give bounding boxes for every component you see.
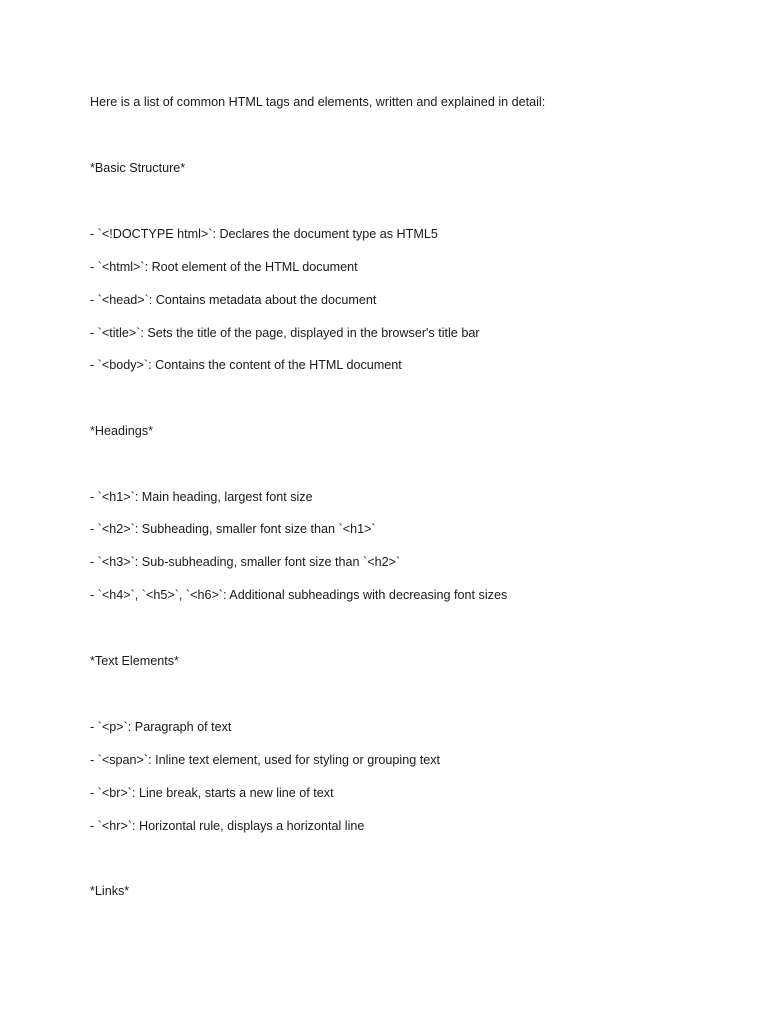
section-heading-basic-structure: *Basic Structure*: [90, 161, 186, 175]
list-item: - `<head>`: Contains metadata about the document: [90, 293, 377, 307]
list-item: - `<body>`: Contains the content of the HTML document: [90, 358, 402, 372]
list-item: - `<h1>`: Main heading, largest font size: [90, 490, 313, 504]
section-heading-headings: *Headings*: [90, 424, 154, 438]
section-heading-links: *Links*: [90, 884, 130, 898]
list-item: - `<html>`: Root element of the HTML document: [90, 260, 358, 274]
list-item: - `<p>`: Paragraph of text: [90, 720, 232, 734]
list-item: - `<h2>`: Subheading, smaller font size than `<h1>`: [90, 522, 376, 536]
list-item: - `<hr>`: Horizontal rule, displays a horizontal line: [90, 819, 365, 833]
section-heading-text-elements: *Text Elements*: [90, 654, 179, 668]
list-item: - `<title>`: Sets the title of the page, displayed in the browser's title bar: [90, 326, 480, 340]
list-item: - `<span>`: Inline text element, used for styling or grouping text: [90, 753, 441, 767]
list-item: - `<h4>`, `<h5>`, `<h6>`: Additional subheadings with decreasing font sizes: [90, 588, 508, 602]
intro-paragraph: Here is a list of common HTML tags and elements, written and explained in detail:: [90, 95, 546, 109]
list-item: - `<!DOCTYPE html>`: Declares the document type as HTML5: [90, 227, 438, 241]
list-item: - `<h3>`: Sub-subheading, smaller font size than `<h2>`: [90, 555, 401, 569]
list-item: - `<br>`: Line break, starts a new line of text: [90, 786, 334, 800]
